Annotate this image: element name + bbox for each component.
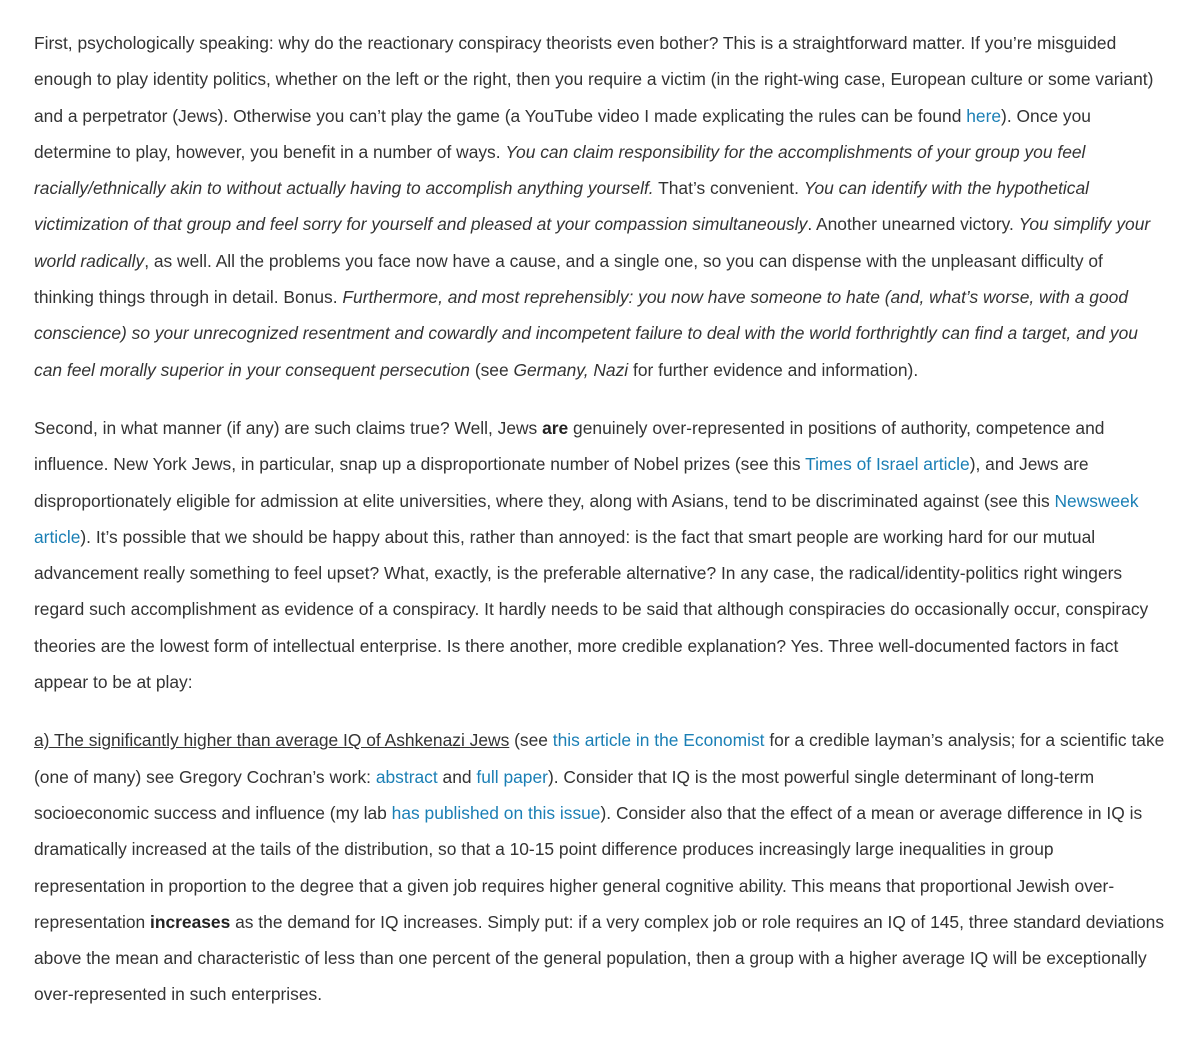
inline-link[interactable]: here bbox=[966, 105, 1002, 126]
inline-link[interactable]: has published on this issue bbox=[391, 802, 601, 823]
body-text: . Another unearned victory. bbox=[807, 214, 1019, 235]
body-text: ), and Jews are disproportionately eligible for admission at elite universities, where they, along with Asians, tend to be discriminated against (see this bbox=[34, 454, 1089, 511]
paragraph-claims bbox=[34, 410, 1166, 700]
italic-text: Furthermore, and most reprehensibly: you now have someone to hate (and, what’s worse, with a good conscience) so your unrecognized resentment and cowardly and incompetent failure to deal with the world forthrightly can find a target, and you can feel morally superior in your consequent persecution bbox=[34, 287, 1138, 380]
body-text: Second, in what manner (if any) are such claims true? Well, Jews bbox=[34, 417, 543, 438]
body-text: ). Once you determine to play, however, you benefit in a number of ways. bbox=[34, 105, 1091, 162]
body-text: (see bbox=[469, 359, 514, 380]
body-text: , as well. All the problems you face now have a cause, and a single one, so you can dispense with the unpleasant difficulty of thinking things through in detail. Bonus. bbox=[34, 250, 1103, 308]
italic-text: You can identify with the hypothetical victimization of that group and feel sorry for yourself and pleased at your compassion simultaneously bbox=[34, 178, 1090, 235]
body-text: ). It’s possible that we should be happy about this, rather than annoyed: is the fact that smart people are working hard for our mutual advancement really something to feel upset? What, exactly, is the preferable alternative? In any case, the radical/identity-politics right wingers regard such accomplishment as evidence of a conspiracy. It hardly needs to be said that although conspiracies do occasionally occur, conspiracy theories are the lowest form of intellectual enterprise. Is there another, more credible explanation? Yes. Three well-documented factors in fact appear to be at play: bbox=[34, 526, 1149, 693]
inline-link[interactable]: abstract bbox=[375, 766, 438, 787]
italic-text: Germany, Nazi bbox=[513, 359, 629, 380]
inline-link[interactable]: this article in the Economist bbox=[552, 730, 765, 751]
body-text: genuinely over-represented in positions of authority, competence and influence. New York Jews, in particular, snap up a disproportionate number of Nobel prizes (see this bbox=[34, 417, 1105, 475]
bold-text: are bbox=[542, 417, 569, 438]
body-text: First, psychologically speaking: why do the reactionary conspiracy theorists even bother? This is a straightforward matter. If you’re misguided enough to play identity politics, whether on the left or the right, then you require a victim (in the right-wing case, European culture or some variant) and a perpetrator (Jews). Otherwise you can’t play the game (a YouTube video I made explicating the rules can be found bbox=[34, 33, 1154, 126]
bold-text: increases bbox=[150, 911, 231, 932]
body-text: ). Consider also that the effect of a mean or average difference in IQ is dramatically increased at the tails of the distribution, so that a 10-15 point difference produces increasingly large inequalities in group representation in proportion to the degree that a given job requires higher general cognitive ability. This means that proportional Jewish over-representation bbox=[34, 802, 1143, 932]
body-text: and bbox=[437, 766, 477, 787]
italic-text: You can claim responsibility for the accomplishments of your group you feel racially/ethnically akin to without actually having to accomplish anything yourself. bbox=[34, 141, 1086, 199]
inline-link[interactable]: full paper bbox=[476, 766, 548, 787]
inline-link[interactable]: Newsweek article bbox=[34, 490, 1139, 547]
paragraph-iq bbox=[34, 722, 1166, 1012]
body-text: for further evidence and information). bbox=[628, 359, 919, 380]
underlined-heading-text: a) The significantly higher than average IQ of Ashkenazi Jews bbox=[34, 730, 510, 751]
inline-link[interactable]: Times of Israel article bbox=[805, 454, 970, 475]
body-text: ). Consider that IQ is the most powerful single determinant of long-term socioeconomic success and influence (my lab bbox=[34, 766, 1095, 823]
body-text: as the demand for IQ increases. Simply put: if a very complex job or role requires an IQ of 145, three standard deviations above the mean and characteristic of less than one percent of the general population, then a group with a higher average IQ will be exceptionally over-represented in such enterprises. bbox=[34, 911, 1165, 1005]
body-text: That’s convenient. bbox=[653, 178, 804, 199]
body-text: (see bbox=[509, 730, 553, 751]
paragraph-psychology bbox=[34, 25, 1166, 388]
body-text: for a credible layman’s analysis; for a scientific take (one of many) see Gregory Cochran’s work: bbox=[34, 730, 1165, 787]
italic-text: You simplify your world radically bbox=[34, 214, 1151, 271]
